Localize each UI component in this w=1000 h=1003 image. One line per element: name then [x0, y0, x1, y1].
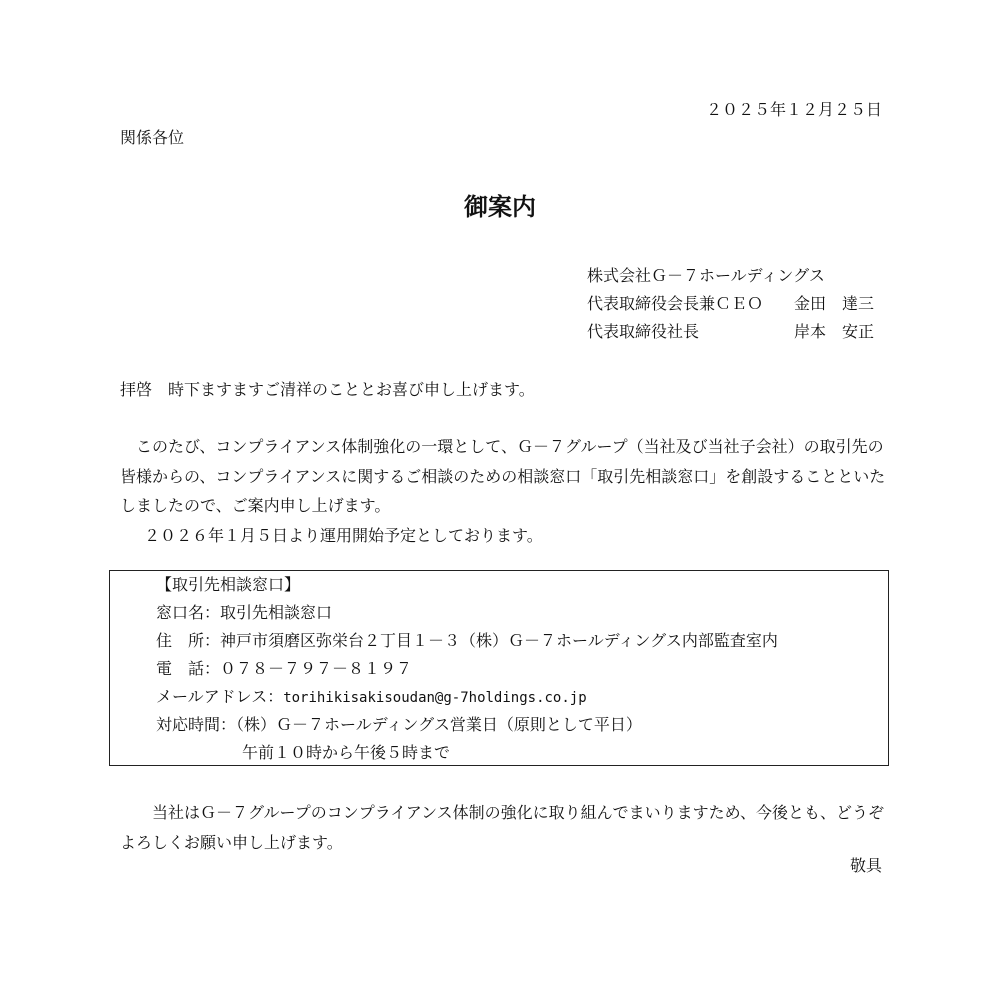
closing-text — [120, 798, 890, 857]
contact-address-row — [156, 631, 778, 651]
officer-role: 代表取締役社長 — [587, 322, 700, 341]
contact-phone-value: ０７８－７９７－８１９７ — [220, 659, 413, 678]
officer-name: 金田 達三 — [794, 294, 875, 313]
contact-window-value: 取引先相談窓口 — [220, 603, 333, 622]
officer-role: 代表取締役会長兼ＣＥＯ — [587, 294, 764, 313]
contact-email-link[interactable]: torihikisakisoudan@g-7holdings.co.jp — [283, 690, 587, 706]
closing-salutation: 敬具 — [849, 856, 882, 875]
contact-phone-label: 電 話： — [156, 659, 221, 678]
greeting: 拝啓 時下ますますご清祥のこととお喜び申し上げます。 — [120, 380, 535, 399]
officer-name: 岸本 安正 — [794, 322, 875, 341]
contact-box — [109, 570, 889, 766]
body-paragraph: このたび、コンプライアンス体制強化の一環として、Ｇ－７グループ（当社及び当社子会社）の取引先の皆様からの、コンプライアンスに関するご相談のための相談窓口「取引先相談窓口」を創設することといたしましたので、ご案内申し上げます。 — [120, 437, 886, 515]
contact-heading: 【取引先相談窓口】 — [156, 575, 301, 594]
body-text — [120, 432, 890, 550]
contact-hours-row — [156, 715, 642, 735]
addressee: 関係各位 — [120, 128, 185, 147]
contact-email-label: メールアドレス： — [156, 687, 284, 706]
contact-phone-row — [156, 659, 412, 679]
contact-hours-detail: 午前１０時から午後５時まで — [242, 743, 451, 762]
sender-officer — [587, 322, 887, 350]
contact-address-value: 神戸市須磨区弥栄台２丁目１－３（株）Ｇ－７ホールディングス内部監査室内 — [220, 631, 778, 650]
contact-address-label: 住 所： — [156, 631, 221, 650]
contact-hours-value: （株）Ｇ－７ホールディングス営業日（原則として平日） — [236, 715, 642, 734]
contact-hours-label: 対応時間： — [156, 715, 237, 734]
body-paragraph: ２０２６年１月５日より運用開始予定としております。 — [144, 525, 543, 545]
closing-paragraph: 当社はＧ－７グループのコンプライアンス体制の強化に取り組んでまいりますため、今後とも、どうぞよろしくお願い申し上げます。 — [120, 803, 885, 852]
sender-officer — [587, 294, 887, 322]
contact-window-row — [156, 603, 332, 623]
sender-block — [587, 266, 887, 350]
document-title: 御案内 — [464, 193, 536, 221]
company-name: 株式会社Ｇ－７ホールディングス — [587, 266, 825, 285]
sender-company — [587, 266, 887, 294]
contact-window-label: 窓口名： — [156, 603, 221, 622]
contact-email-row — [156, 687, 587, 708]
document-date: ２０２５年１２月２５日 — [705, 100, 882, 119]
